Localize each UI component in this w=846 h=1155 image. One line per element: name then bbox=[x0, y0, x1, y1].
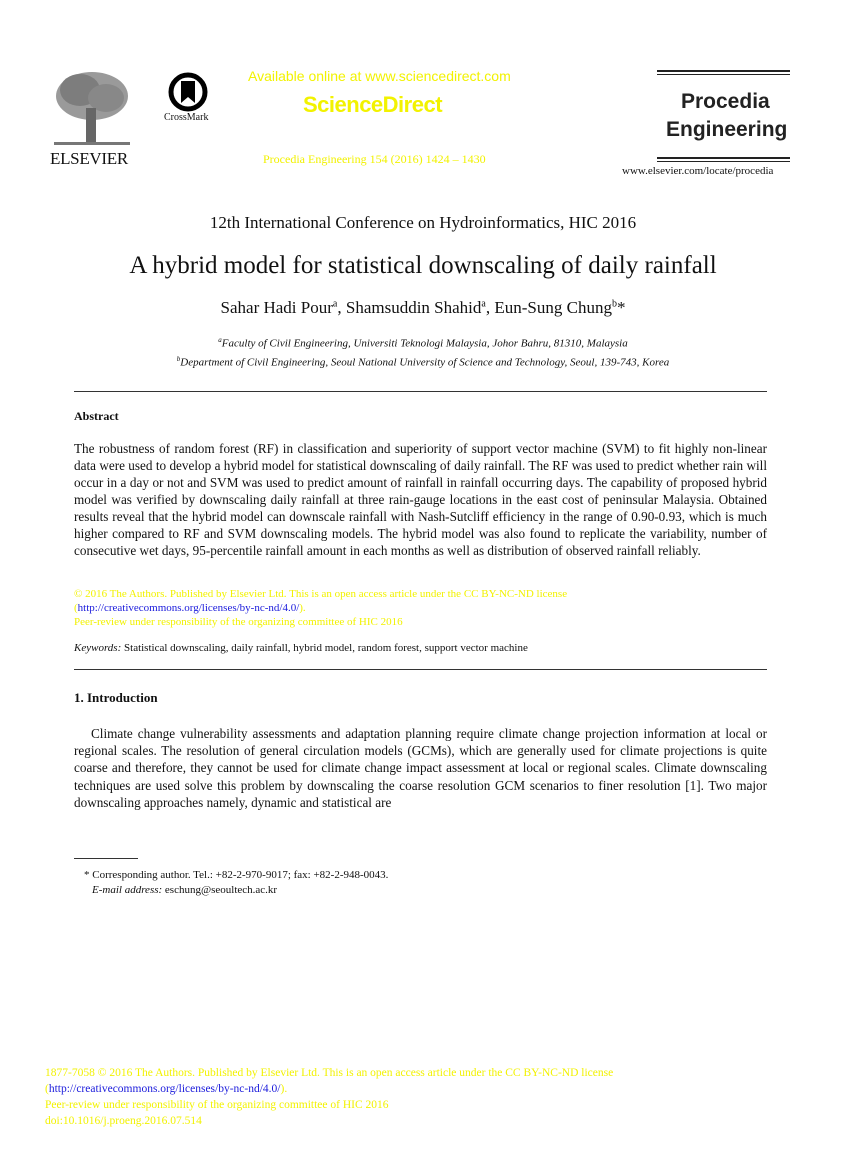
section-heading: 1. Introduction bbox=[74, 690, 158, 705]
copyright-line: © 2016 The Authors. Published by Elsevier Ltd. This is an open access article under the CC BY-NC-ND license bbox=[74, 588, 568, 600]
sciencedirect-logo: ScienceDirect bbox=[303, 92, 443, 117]
journal-url-link[interactable]: www.elsevier.com/locate/procedia bbox=[622, 165, 774, 177]
abstract-text: The robustness of random forest (RF) in classification and superiority of support vector machine (SVM) to fit highly non-linear data were used to develop a hybrid model for statistical downscaling of daily rainfall. The RF was used to predict whether rain will occur in a day or not and SVM was used to predict amount of rainfall in rainfall occurring days. The capability of proposed hybrid model was verified by downscaling daily rainfall at three rain-gauge locations in the east cost of peninsular Malaysia. Obtained results reveal that the hybrid model can downscale rainfall with Nash-Sutcliff efficiency in the range of 0.90-0.93, which is much higher compared to RF and SVM downscaling models. The hybrid model was also found to replicate the variability, number of consecutive wet days, 95-percentile rainfall amount in each months as well as distribution of observed rainfall reliably. bbox=[74, 441, 767, 558]
email-line: E-mail address: eschung@seoultech.ac.kr bbox=[92, 884, 278, 896]
journal-name-line2: Engineering bbox=[666, 118, 788, 141]
keywords-text: Statistical downscaling, daily rainfall, hybrid model, random forest, support vector machine bbox=[124, 642, 528, 654]
available-online-link[interactable]: Available online at www.sciencedirect.com bbox=[248, 68, 511, 84]
keywords-label: Keywords: bbox=[74, 642, 122, 654]
footer-license-line: (http://creativecommons.org/licenses/by-nc-nd/4.0/). bbox=[45, 1083, 288, 1095]
journal-citation: Procedia Engineering 154 (2016) 1424 – 1430 bbox=[263, 152, 486, 166]
author: Eun-Sung Chung$^b$* bbox=[494, 298, 626, 317]
footer-copyright: 1877-7058 © 2016 The Authors. Published by Elsevier Ltd. This is an open access article under the CC BY-NC-ND license bbox=[45, 1067, 614, 1079]
footnote-divider bbox=[74, 858, 138, 859]
affiliation: $^a$Faculty of Civil Engineering, Universiti Teknologi Malaysia, Johor Bahru, 81310, Malaysia bbox=[218, 336, 628, 350]
author-list bbox=[0, 298, 846, 318]
email-link[interactable]: eschung@seoultech.ac.kr bbox=[164, 884, 278, 896]
page-footer bbox=[45, 1065, 613, 1129]
journal-name bbox=[666, 88, 788, 144]
footnote bbox=[84, 868, 388, 898]
author: Sahar Hadi Pour$^a$, bbox=[220, 298, 346, 317]
corresponding-author: * Corresponding author. Tel.: +82-2-970-9017; fax: +82-2-948-0043. bbox=[84, 869, 389, 881]
affiliation: $^b$Department of Civil Engineering, Seoul National University of Science and Technology, Seoul, 139-743, Korea bbox=[176, 354, 670, 369]
author: Shamsuddin Shahid$^a$, bbox=[345, 298, 495, 317]
license-link[interactable]: http://creativecommons.org/licenses/by-nc-nd/4.0/ bbox=[77, 602, 300, 614]
conference-name: 12th International Conference on Hydroinformatics, HIC 2016 bbox=[209, 213, 637, 232]
divider bbox=[74, 669, 767, 670]
crossmark-icon[interactable] bbox=[168, 72, 208, 112]
paper-title: A hybrid model for statistical downscaling of daily rainfall bbox=[129, 252, 717, 279]
divider bbox=[74, 391, 767, 392]
elsevier-tree-logo bbox=[50, 68, 134, 148]
journal-name-line1: Procedia bbox=[681, 90, 770, 113]
affiliations bbox=[0, 333, 846, 370]
introduction-text: Climate change vulnerability assessments and adaptation planning require climate change projection information at local or regional scales. The resolution of general circulation models (GCMs), which are generally used for climate projections is quite coarse and therefore, they cannot be used for climate change impact assessment at local or regional scales. Climate downscaling techniques are used solve this problem by downscaling the coarse resolution GCM scenarios to finer resolution [1]. Two major downscaling approaches namely, dynamic and statistical are bbox=[74, 726, 767, 810]
license-line: (http://creativecommons.org/licenses/by-nc-nd/4.0/). bbox=[74, 602, 306, 614]
footer-peer-review: Peer-review under responsibility of the organizing committee of HIC 2016 bbox=[45, 1099, 389, 1111]
elsevier-wordmark: ELSEVIER bbox=[50, 149, 128, 168]
peer-review-line: Peer-review under responsibility of the organizing committee of HIC 2016 bbox=[74, 616, 403, 628]
keywords bbox=[74, 642, 528, 654]
footer-doi[interactable]: doi:10.1016/j.proeng.2016.07.514 bbox=[45, 1115, 202, 1127]
abstract-copyright bbox=[74, 587, 767, 629]
footer-license-link[interactable]: http://creativecommons.org/licenses/by-nc-nd/4.0/ bbox=[48, 1083, 281, 1095]
crossmark-label: CrossMark bbox=[164, 112, 209, 123]
abstract-heading: Abstract bbox=[74, 409, 119, 423]
